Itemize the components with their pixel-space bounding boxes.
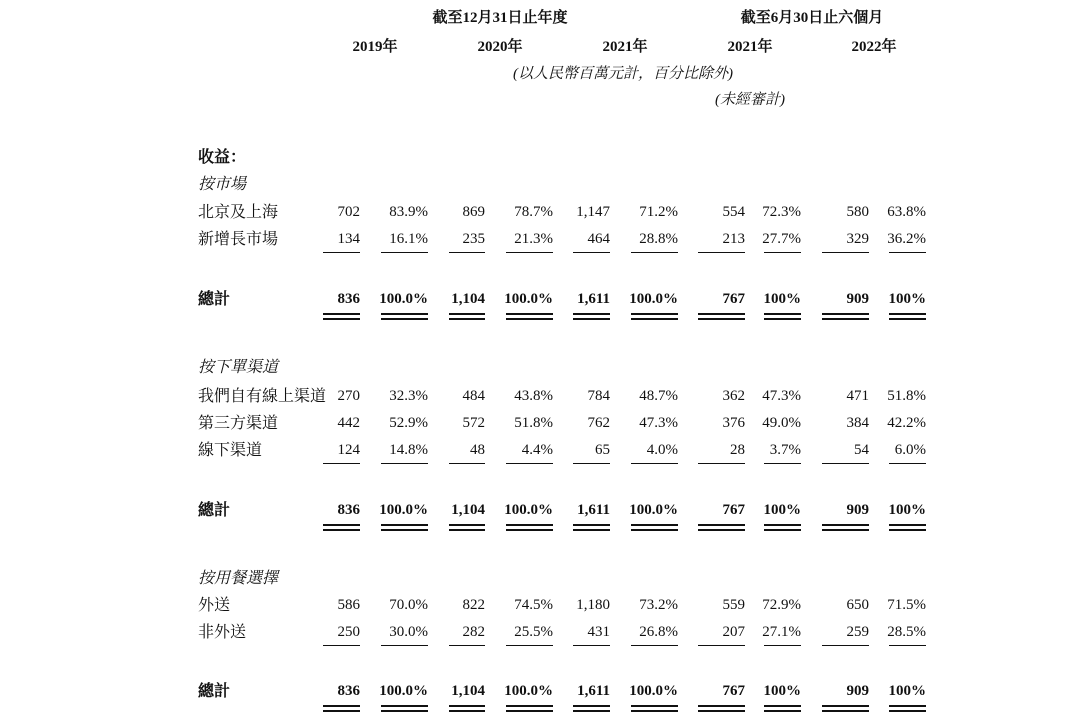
total-amount-cell: 767	[722, 502, 745, 518]
subtotal-rule	[764, 463, 801, 464]
row-label: 第三方渠道	[198, 415, 279, 432]
total-percent-cell: 100.0%	[629, 502, 678, 518]
total-percent-cell: 100%	[888, 291, 926, 307]
percent-cell: 51.8%	[514, 415, 553, 431]
total-double-rule	[631, 524, 678, 532]
total-percent-cell: 100.0%	[504, 683, 553, 699]
subtotal-rule	[323, 645, 360, 646]
total-percent-cell: 100.0%	[379, 683, 428, 699]
total-amount-cell: 1,104	[451, 502, 485, 518]
total-percent-cell: 100.0%	[379, 502, 428, 518]
percent-cell: 4.4%	[521, 442, 553, 458]
percent-cell: 49.0%	[762, 415, 801, 431]
subtotal-rule	[631, 645, 678, 646]
amount-cell: 586	[337, 597, 360, 613]
amount-cell: 554	[722, 204, 745, 220]
total-percent-cell: 100.0%	[629, 291, 678, 307]
percent-cell: 28.5%	[887, 624, 926, 640]
header-year-0: 2019年	[352, 39, 398, 55]
total-double-rule	[506, 705, 553, 713]
amount-cell: 1,180	[576, 597, 610, 613]
header-year-3: 2021年	[727, 39, 773, 55]
total-label: 總計	[198, 502, 231, 519]
subtotal-rule	[506, 463, 553, 464]
subtotal-rule	[822, 463, 869, 464]
header-year-2: 2021年	[602, 39, 648, 55]
total-double-rule	[889, 313, 926, 321]
amount-cell: 376	[722, 415, 745, 431]
unit-note: (以人民幣百萬元計，百分比除外)	[513, 66, 733, 82]
total-percent-cell: 100.0%	[504, 502, 553, 518]
subtotal-rule	[506, 252, 553, 253]
amount-cell: 572	[462, 415, 485, 431]
amount-cell: 702	[337, 204, 360, 220]
percent-cell: 73.2%	[639, 597, 678, 613]
total-double-rule	[573, 705, 610, 713]
percent-cell: 78.7%	[514, 204, 553, 220]
amount-cell: 48	[470, 442, 485, 458]
total-percent-cell: 100%	[888, 502, 926, 518]
amount-cell: 580	[846, 204, 869, 220]
header-year-1: 2020年	[477, 39, 523, 55]
total-double-rule	[323, 705, 360, 713]
subtotal-rule	[764, 645, 801, 646]
amount-cell: 134	[337, 231, 360, 247]
row-label: 北京及上海	[198, 204, 279, 221]
percent-cell: 70.0%	[389, 597, 428, 613]
percent-cell: 36.2%	[887, 231, 926, 247]
total-double-rule	[381, 524, 428, 532]
amount-cell: 124	[337, 442, 360, 458]
subtotal-rule	[381, 463, 428, 464]
total-double-rule	[698, 705, 745, 713]
total-double-rule	[323, 313, 360, 321]
total-double-rule	[889, 524, 926, 532]
total-double-rule	[449, 705, 485, 713]
percent-cell: 48.7%	[639, 388, 678, 404]
subtotal-rule	[506, 645, 553, 646]
total-percent-cell: 100.0%	[504, 291, 553, 307]
total-amount-cell: 767	[722, 291, 745, 307]
total-percent-cell: 100%	[763, 502, 801, 518]
percent-cell: 47.3%	[639, 415, 678, 431]
total-double-rule	[506, 313, 553, 321]
row-label: 線下渠道	[198, 442, 263, 459]
percent-cell: 27.7%	[762, 231, 801, 247]
row-label: 新增長市場	[198, 231, 279, 248]
amount-cell: 784	[587, 388, 610, 404]
subtotal-rule	[889, 252, 926, 253]
total-double-rule	[506, 524, 553, 532]
amount-cell: 1,147	[576, 204, 610, 220]
total-amount-cell: 909	[846, 291, 869, 307]
total-label: 總計	[198, 291, 231, 308]
total-amount-cell: 1,611	[577, 291, 610, 307]
total-percent-cell: 100.0%	[379, 291, 428, 307]
total-amount-cell: 909	[846, 502, 869, 518]
total-double-rule	[822, 705, 869, 713]
subtotal-rule	[764, 252, 801, 253]
percent-cell: 32.3%	[389, 388, 428, 404]
total-double-rule	[381, 705, 428, 713]
percent-cell: 47.3%	[762, 388, 801, 404]
amount-cell: 442	[337, 415, 360, 431]
total-double-rule	[573, 524, 610, 532]
total-percent-cell: 100%	[888, 683, 926, 699]
total-amount-cell: 767	[722, 683, 745, 699]
row-label: 我們自有線上渠道	[198, 388, 327, 405]
percent-cell: 72.9%	[762, 597, 801, 613]
amount-cell: 650	[846, 597, 869, 613]
header-group-year: 截至12月31日止年度	[432, 10, 568, 26]
total-double-rule	[631, 705, 678, 713]
percent-cell: 28.8%	[639, 231, 678, 247]
amount-cell: 559	[722, 597, 745, 613]
total-label: 總計	[198, 683, 231, 700]
total-double-rule	[764, 705, 801, 713]
subtotal-rule	[631, 252, 678, 253]
percent-cell: 27.1%	[762, 624, 801, 640]
percent-cell: 26.8%	[639, 624, 678, 640]
total-amount-cell: 836	[337, 502, 360, 518]
amount-cell: 762	[587, 415, 610, 431]
percent-cell: 72.3%	[762, 204, 801, 220]
percent-cell: 51.8%	[887, 388, 926, 404]
total-amount-cell: 836	[337, 291, 360, 307]
amount-cell: 471	[846, 388, 869, 404]
percent-cell: 14.8%	[389, 442, 428, 458]
total-double-rule	[764, 524, 801, 532]
total-double-rule	[822, 524, 869, 532]
percent-cell: 3.7%	[769, 442, 801, 458]
amount-cell: 54	[854, 442, 869, 458]
section-title: 按下單渠道	[198, 359, 279, 376]
total-percent-cell: 100%	[763, 291, 801, 307]
amount-cell: 362	[722, 388, 745, 404]
amount-cell: 464	[587, 231, 610, 247]
subtotal-rule	[323, 463, 360, 464]
percent-cell: 4.0%	[646, 442, 678, 458]
total-double-rule	[764, 313, 801, 321]
subtotal-rule	[889, 645, 926, 646]
total-double-rule	[889, 705, 926, 713]
total-amount-cell: 909	[846, 683, 869, 699]
subtotal-rule	[822, 252, 869, 253]
header-group-half: 截至6月30日止六個月	[740, 10, 884, 26]
percent-cell: 21.3%	[514, 231, 553, 247]
subtotal-rule	[323, 252, 360, 253]
subtotal-rule	[822, 645, 869, 646]
total-double-rule	[381, 313, 428, 321]
amount-cell: 213	[722, 231, 745, 247]
amount-cell: 28	[730, 442, 745, 458]
subtotal-rule	[573, 463, 610, 464]
percent-cell: 30.0%	[389, 624, 428, 640]
percent-cell: 83.9%	[389, 204, 428, 220]
total-double-rule	[698, 313, 745, 321]
row-label: 外送	[198, 597, 231, 614]
subtotal-rule	[381, 645, 428, 646]
amount-cell: 250	[337, 624, 360, 640]
percent-cell: 63.8%	[887, 204, 926, 220]
unaudited-note: (未經審計)	[715, 92, 785, 108]
subtotal-rule	[381, 252, 428, 253]
total-double-rule	[698, 524, 745, 532]
subtotal-rule	[631, 463, 678, 464]
percent-cell: 71.5%	[887, 597, 926, 613]
subtotal-rule	[573, 645, 610, 646]
amount-cell: 484	[462, 388, 485, 404]
subtotal-rule	[449, 463, 485, 464]
total-amount-cell: 836	[337, 683, 360, 699]
amount-cell: 207	[722, 624, 745, 640]
total-amount-cell: 1,611	[577, 502, 610, 518]
amount-cell: 431	[587, 624, 610, 640]
total-amount-cell: 1,104	[451, 683, 485, 699]
subtotal-rule	[573, 252, 610, 253]
amount-cell: 822	[462, 597, 485, 613]
amount-cell: 282	[462, 624, 485, 640]
revenue-title: 收益：	[198, 149, 247, 166]
total-double-rule	[631, 313, 678, 321]
total-amount-cell: 1,611	[577, 683, 610, 699]
section-title: 按市場	[198, 176, 247, 193]
subtotal-rule	[698, 645, 745, 646]
total-percent-cell: 100%	[763, 683, 801, 699]
percent-cell: 74.5%	[514, 597, 553, 613]
percent-cell: 6.0%	[894, 442, 926, 458]
subtotal-rule	[449, 252, 485, 253]
percent-cell: 71.2%	[639, 204, 678, 220]
amount-cell: 65	[595, 442, 610, 458]
total-double-rule	[449, 313, 485, 321]
amount-cell: 270	[337, 388, 360, 404]
total-percent-cell: 100.0%	[629, 683, 678, 699]
amount-cell: 329	[846, 231, 869, 247]
percent-cell: 52.9%	[389, 415, 428, 431]
header-year-4: 2022年	[851, 39, 897, 55]
total-double-rule	[449, 524, 485, 532]
total-double-rule	[573, 313, 610, 321]
amount-cell: 235	[462, 231, 485, 247]
total-amount-cell: 1,104	[451, 291, 485, 307]
percent-cell: 25.5%	[514, 624, 553, 640]
amount-cell: 869	[462, 204, 485, 220]
section-title: 按用餐選擇	[198, 570, 279, 587]
total-double-rule	[822, 313, 869, 321]
subtotal-rule	[889, 463, 926, 464]
subtotal-rule	[449, 645, 485, 646]
amount-cell: 384	[846, 415, 869, 431]
percent-cell: 16.1%	[389, 231, 428, 247]
subtotal-rule	[698, 463, 745, 464]
row-label: 非外送	[198, 624, 247, 641]
amount-cell: 259	[846, 624, 869, 640]
percent-cell: 43.8%	[514, 388, 553, 404]
total-double-rule	[323, 524, 360, 532]
subtotal-rule	[698, 252, 745, 253]
percent-cell: 42.2%	[887, 415, 926, 431]
